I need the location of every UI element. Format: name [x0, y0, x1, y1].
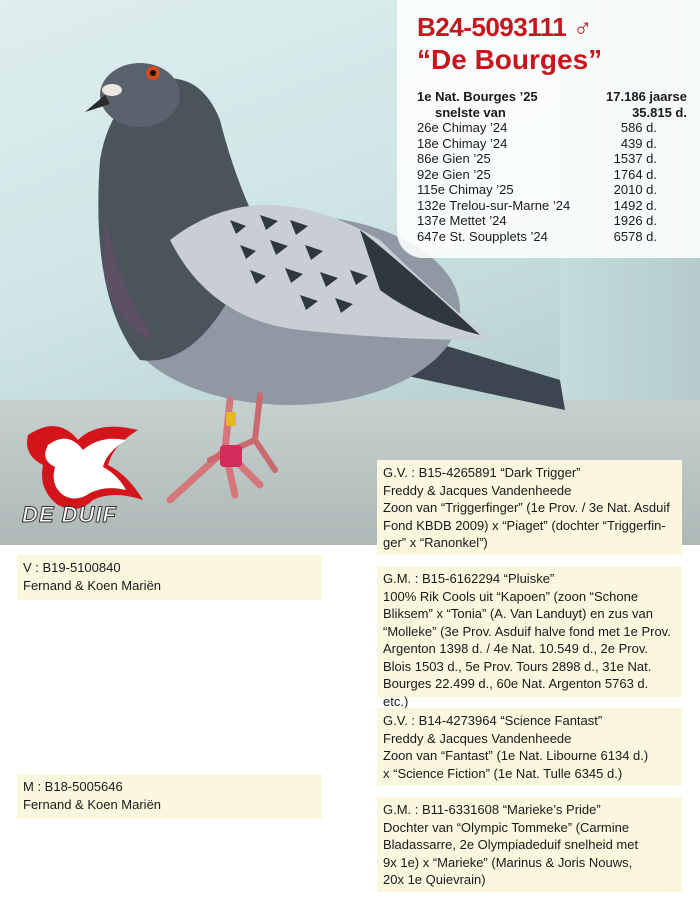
- result-row: [417, 136, 687, 152]
- gm1-line: G.M. : B15-6162294 “Pluiske”: [383, 571, 555, 586]
- result-row: [417, 198, 687, 214]
- result-distance: 1492 d.: [613, 197, 657, 213]
- gm1-line: 100% Rik Cools uit “Kapoen” (zoon “Schone: [383, 588, 639, 604]
- result-row: [417, 151, 687, 167]
- father-ring: V : B19-5100840: [23, 560, 121, 575]
- gv1-line: Fond KBDB 2009) x “Piaget” (dochter “Triggerfin-: [383, 517, 666, 533]
- gm2-line: 20x 1e Quievrain): [383, 872, 486, 887]
- result-row: [417, 167, 687, 183]
- result-distance: 6578 d.: [613, 228, 657, 244]
- gv2-line: G.V. : B14-4273964 “Science Fantast”: [383, 713, 603, 728]
- results-list: [417, 89, 687, 244]
- result-distance: 439 d.: [620, 135, 657, 151]
- mother-ring: M : B18-5005646: [23, 779, 123, 794]
- result-row: [417, 182, 687, 198]
- result-label: snelste van: [435, 104, 506, 120]
- mother-breeder: Fernand & Koen Mariën: [23, 796, 162, 812]
- pigeon-name: “De Bourges”: [417, 44, 603, 75]
- father-panel: [17, 555, 322, 600]
- result-label: 86e Gien ’25: [417, 151, 491, 166]
- gm1-line: Blois 1503 d., 5e Prov. Tours 2898 d., 31e Nat.: [383, 658, 652, 674]
- result-distance: 1537 d.: [613, 151, 657, 166]
- result-label: 18e Chimay ’24: [417, 135, 508, 151]
- logo-text: DE DUIF: [22, 502, 117, 527]
- ring-number: B24-5093111 ♂: [417, 12, 592, 42]
- result-row: [417, 120, 687, 136]
- result-label: 115e Chimay ’25: [417, 182, 514, 197]
- gv2-line: Zoon van “Fantast” (1e Nat. Libourne 6134 d.): [383, 748, 649, 763]
- grandfather-paternal-panel: [377, 460, 682, 555]
- gm1-line: Bliksem” x “Tonia” (A. Van Landuyt) en zus van: [383, 606, 653, 621]
- gv1-line: ger” x “Ranonkel”): [383, 535, 488, 550]
- grandfather-maternal-panel: [377, 708, 682, 786]
- result-label: 137e Mettet ’24: [417, 213, 507, 228]
- result-label: 26e Chimay ’24: [417, 120, 508, 135]
- gm2-line: G.M. : B11-6331608 “Marieke’s Pride”: [383, 802, 601, 817]
- gm1-line: Bourges 22.499 d., 60e Nat. Argenton 5763 d. etc.): [383, 676, 649, 709]
- result-label: 92e Gien ’25: [417, 166, 491, 182]
- gm2-line: Bladassarre, 2e Olympiadeduif snelheid met: [383, 837, 639, 852]
- result-distance: 1926 d.: [613, 213, 657, 228]
- result-distance: 2010 d.: [613, 182, 657, 197]
- gm1-line: “Molleke” (3e Prov. Asduif halve fond met 1e Prov.: [383, 623, 671, 639]
- gv1-line: G.V. : B15-4265891 “Dark Trigger”: [383, 465, 581, 480]
- gm2-line: 9x 1e) x “Marieke” (Marinus & Joris Nouws,: [383, 854, 633, 870]
- result-row: [417, 105, 687, 121]
- result-label: 1e Nat. Bourges ’25: [417, 89, 538, 104]
- gv1-line: Zoon van “Triggerfinger” (1e Prov. / 3e Nat. Asduif: [383, 500, 670, 515]
- gm2-line: Dochter van “Olympic Tommeke” (Carmine: [383, 819, 630, 835]
- result-distance: 35.815 d.: [632, 104, 687, 120]
- father-breeder: Fernand & Koen Mariën: [23, 577, 162, 593]
- result-row: [417, 213, 687, 229]
- gm1-line: Argenton 1398 d. / 4e Nat. 10.549 d., 2e Prov.: [383, 641, 648, 656]
- result-row: [417, 89, 687, 105]
- grandmother-paternal-panel: [377, 566, 682, 709]
- mother-panel: [17, 774, 322, 819]
- result-label: 647e St. Soupplets ’24: [417, 228, 548, 244]
- result-distance: 586 d.: [620, 120, 657, 135]
- gv2-line: Freddy & Jacques Vandenheede: [383, 730, 572, 746]
- result-row: [417, 229, 687, 245]
- result-distance: 1764 d.: [613, 166, 657, 182]
- result-distance: 17.186 jaarse: [606, 89, 687, 104]
- gv1-line: Freddy & Jacques Vandenheede: [383, 482, 572, 498]
- result-label: 132e Trelou-sur-Marne ’24: [417, 197, 571, 213]
- grandmother-maternal-panel: [377, 797, 682, 892]
- gv2-line: x “Science Fiction” (1e Nat. Tulle 6345 d.): [383, 765, 623, 781]
